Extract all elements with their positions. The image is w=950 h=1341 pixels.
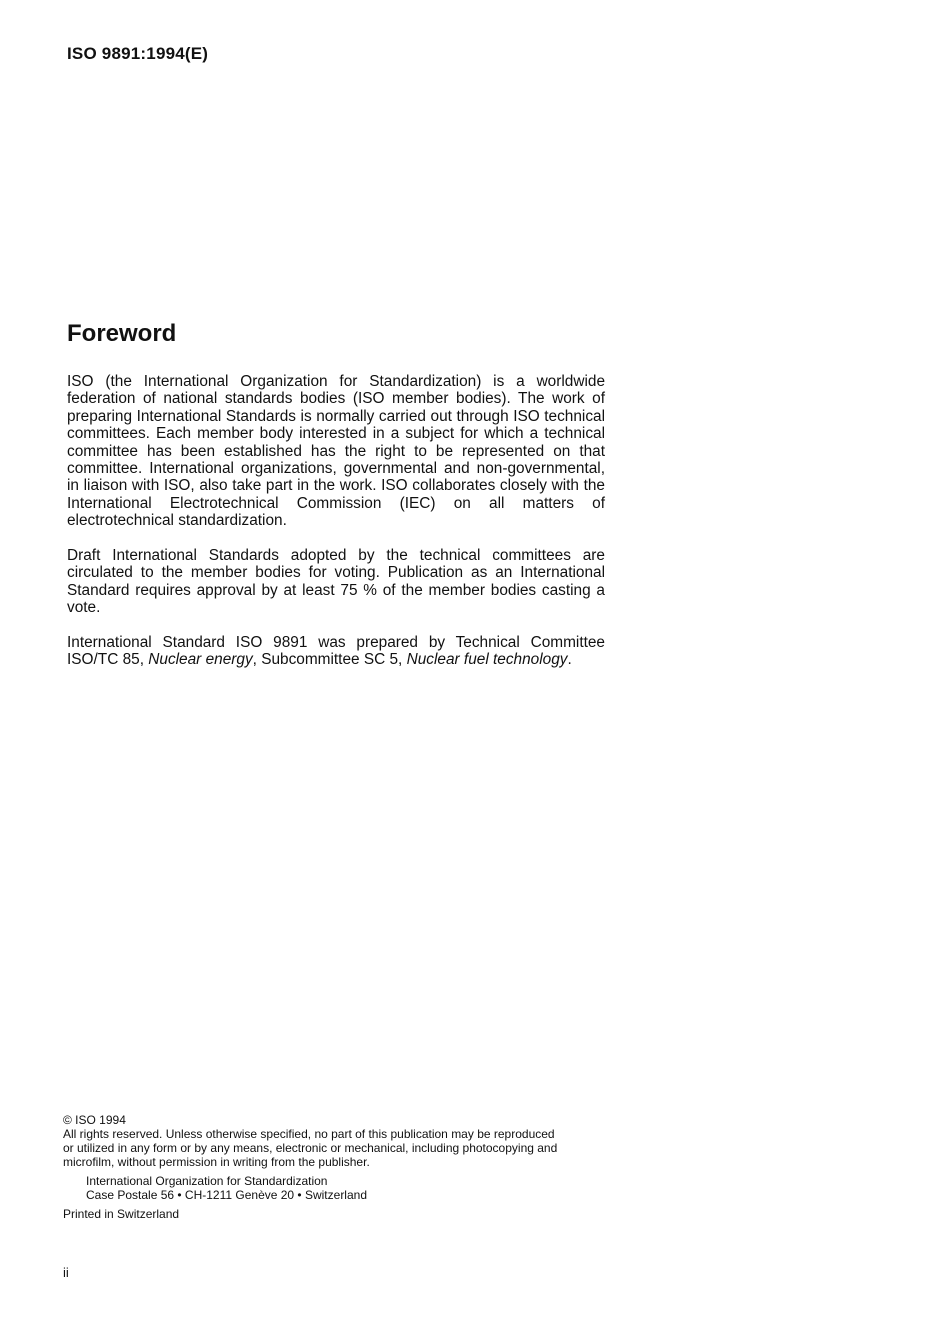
publisher-address [63,1174,608,1202]
subcommittee-name: Nuclear fuel technology [406,651,568,669]
foreword-body [67,373,605,686]
committee-name: Nuclear energy [148,651,253,669]
prepared-by-text-1: International Standard ISO 9891 was prepared by Technical Committee ISO/TC 85, [67,634,605,669]
copyright-notice: © ISO 1994 [63,1113,126,1127]
prepared-by-text-2: , Subcommittee SC 5, [252,651,407,669]
prepared-by-text-3: . [567,651,572,669]
page-number: ii [63,1265,69,1280]
paragraph-draft-standards: Draft International Standards adopted by the technical committees are circulated to the member bodies for voting. Publication as an International Standard requires approval by at least 75 % of the member bodies casting a vote. [67,547,605,617]
copyright-block [63,1113,608,1221]
publisher-postal-address: Case Postale 56 • CH-1211 Genève 20 • Switzerland [86,1188,367,1202]
paragraph-prepared-by [67,634,605,669]
document-id: ISO 9891:1994(E) [67,44,209,63]
rights-line-1: All rights reserved. Unless otherwise specified, no part of this publication may be reproduced [63,1127,555,1141]
section-heading-foreword: Foreword [67,320,177,347]
printed-in: Printed in Switzerland [63,1207,180,1221]
rights-line-2: or utilized in any form or by any means, electronic or mechanical, including photocopying and [63,1141,558,1155]
publisher-name: International Organization for Standardization [86,1174,328,1188]
paragraph-iso-description: ISO (the International Organization for Standardization) is a worldwide federation of national standards bodies (ISO member bodies). The work of preparing International Standards is normally carried out through ISO technical committees. Each member body interested in a subject for which a technical committee has been established has the right to be represented on that committee. International organizations, governmental and non-governmental, in liaison with ISO, also take part in the work. ISO collaborates closely with the International Electrotechnical Commission (IEC) on all matters of electrotechnical standardization. [67,373,605,530]
rights-line-3: microfilm, without permission in writing from the publisher. [63,1155,370,1169]
